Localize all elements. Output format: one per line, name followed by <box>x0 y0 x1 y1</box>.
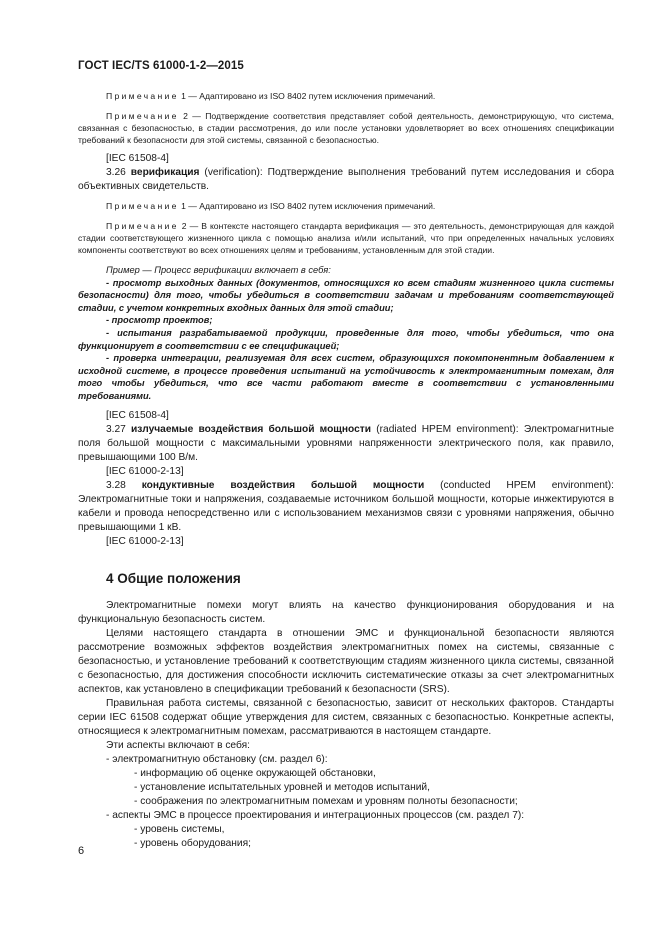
list-item: - уровень оборудования; <box>134 837 251 849</box>
note-label: Примечание <box>106 111 179 121</box>
example-intro: Пример — Процесс верификации включает в себя: <box>106 265 331 275</box>
term-definition: (radiated HPEM environment): Электромагнитные поля большой мощности с максимальными уровнями напряженности электрического поля, как правило, превышающими 100 В/м. <box>78 423 614 463</box>
reference: [IEC 61000-2-13] <box>106 465 184 477</box>
note-label: Примечание <box>106 201 179 211</box>
list-item: - аспекты ЭМС в процессе проектирования и интеграционных процессов (см. раздел 7): <box>106 809 525 821</box>
aspects-list <box>78 753 614 851</box>
page-body <box>78 90 614 851</box>
example-item: - просмотр выходных данных (документов, относящихся ко всем стадиям жизненного цикла системы безопасности) для того, чтобы убедиться в соответствии задачам и требованиям соответствующей стадии, с учетом конкретных входных данных для этой стадии; <box>78 277 614 313</box>
page-number: 6 <box>78 845 85 857</box>
example-item: - испытания разрабатываемой продукции, проведенные для того, чтобы убедиться, что она функционирует в соответствии с ее спецификацией; <box>78 327 614 351</box>
note-4 <box>78 220 614 256</box>
list-item: - соображения по электромагнитным помехам и уровням полноты безопасности; <box>134 795 518 807</box>
note-1 <box>78 90 614 102</box>
section-heading: 4 Общие положения <box>106 570 241 586</box>
term-name: верификация <box>130 167 200 178</box>
term-name: кондуктивные воздействия большой мощности <box>141 479 425 491</box>
note-label: Примечание <box>106 221 179 231</box>
note-text: 1 — Адаптировано из ISO 8402 путем исключения примечаний. <box>178 91 436 101</box>
note-text: 2 — В контексте настоящего стандарта верификация — это деятельность, демонстрирующая для каждой стадии соответствующего жизненного цикла с помощью анализа и/или испытаний, что при определенных начальных условиях компоненты соответствуют во всех отношениях целям и требованиям, установленным для этой стадии. <box>78 221 614 255</box>
list-item: - уровень системы, <box>134 823 225 835</box>
term-3-27 <box>78 423 614 465</box>
list-item: - установление испытательных уровней и методов испытаний, <box>134 781 430 793</box>
reference: [IEC 61508-4] <box>106 409 169 421</box>
term-number: 3.27 <box>106 423 132 435</box>
reference: [IEC 61000-2-13] <box>106 535 184 547</box>
document-header: ГОСТ IEC/TS 61000-1-2—2015 <box>78 60 244 72</box>
term-definition: (conducted HPEM environment): Электромагнитные токи и напряжения, создаваемые источником большой мощности, которые инжектируются в кабели и провода непосредственно или с использованием механизмов связи с уровнями напряжения, обычно превышающими 1 кВ. <box>78 479 614 533</box>
term-number: 3.26 <box>106 167 131 178</box>
example-item: - проверка интеграции, реализуемая для всех систем, образующихся покомпонентным добавлением к исходной системе, в процессе проведения испытаний на устойчивость к электромагнитным помехам, для того чтобы убедиться, что все части работают вместе в соответствии с установленными требованиями. <box>78 353 614 401</box>
note-2 <box>78 110 614 146</box>
term-3-26 <box>78 166 614 194</box>
paragraph: Целями настоящего стандарта в отношении ЭМС и функциональной безопасности являются рассмотрение возможных эффектов воздействия электромагнитных помех на системы, связанные с безопасностью, и установление требований к соответствующим стадиям жизненного цикла системы, связанной с безопасностью, для достижения способности исключить систематические отказы за счет электромагнитных аспектов, как установлено в спецификации требований к безопасности (SRS). <box>78 627 614 695</box>
note-3 <box>78 200 614 212</box>
note-text: 1 — Адаптировано из ISO 8402 путем исключения примечаний. <box>178 201 436 211</box>
list-item: - электромагнитную обстановку (см. раздел 6): <box>106 753 328 765</box>
paragraph: Электромагнитные помехи могут влиять на качество функционирования оборудования и на функциональную безопасность систем. <box>78 599 614 625</box>
note-label: Примечание <box>106 91 179 101</box>
term-definition: (verification): Подтверждение выполнения требований путем исследования и сбора объективных свидетельств. <box>78 167 614 192</box>
note-text: 2 — Подтверждение соответствия представляет собой деятельность, демонстрирующую, что система, связанная с безопасностью, в стадии рассмотрения, до или после установки удовлетворяет во всех отношениях спецификации требований к безопасности для этой системы, связанной с безопасностью. <box>78 111 614 145</box>
example-item: - просмотр проектов; <box>106 315 213 326</box>
reference: [IEC 61508-4] <box>106 153 169 164</box>
term-name: излучаемые воздействия большой мощности <box>131 423 372 435</box>
paragraph: Правильная работа системы, связанной с безопасностью, зависит от нескольких факторов. Стандарты серии IEC 61508 содержат общие утверждения для систем, связанных с безопасностью. Конкретные аспекты, относящиеся к электромагнитным помехам, рассматриваются в настоящем стандарте. <box>78 697 614 737</box>
paragraph: Эти аспекты включают в себя: <box>106 739 250 751</box>
list-item: - информацию об оценке окружающей обстановки, <box>134 767 376 779</box>
term-number: 3.28 <box>106 479 142 491</box>
term-3-28 <box>78 479 614 535</box>
